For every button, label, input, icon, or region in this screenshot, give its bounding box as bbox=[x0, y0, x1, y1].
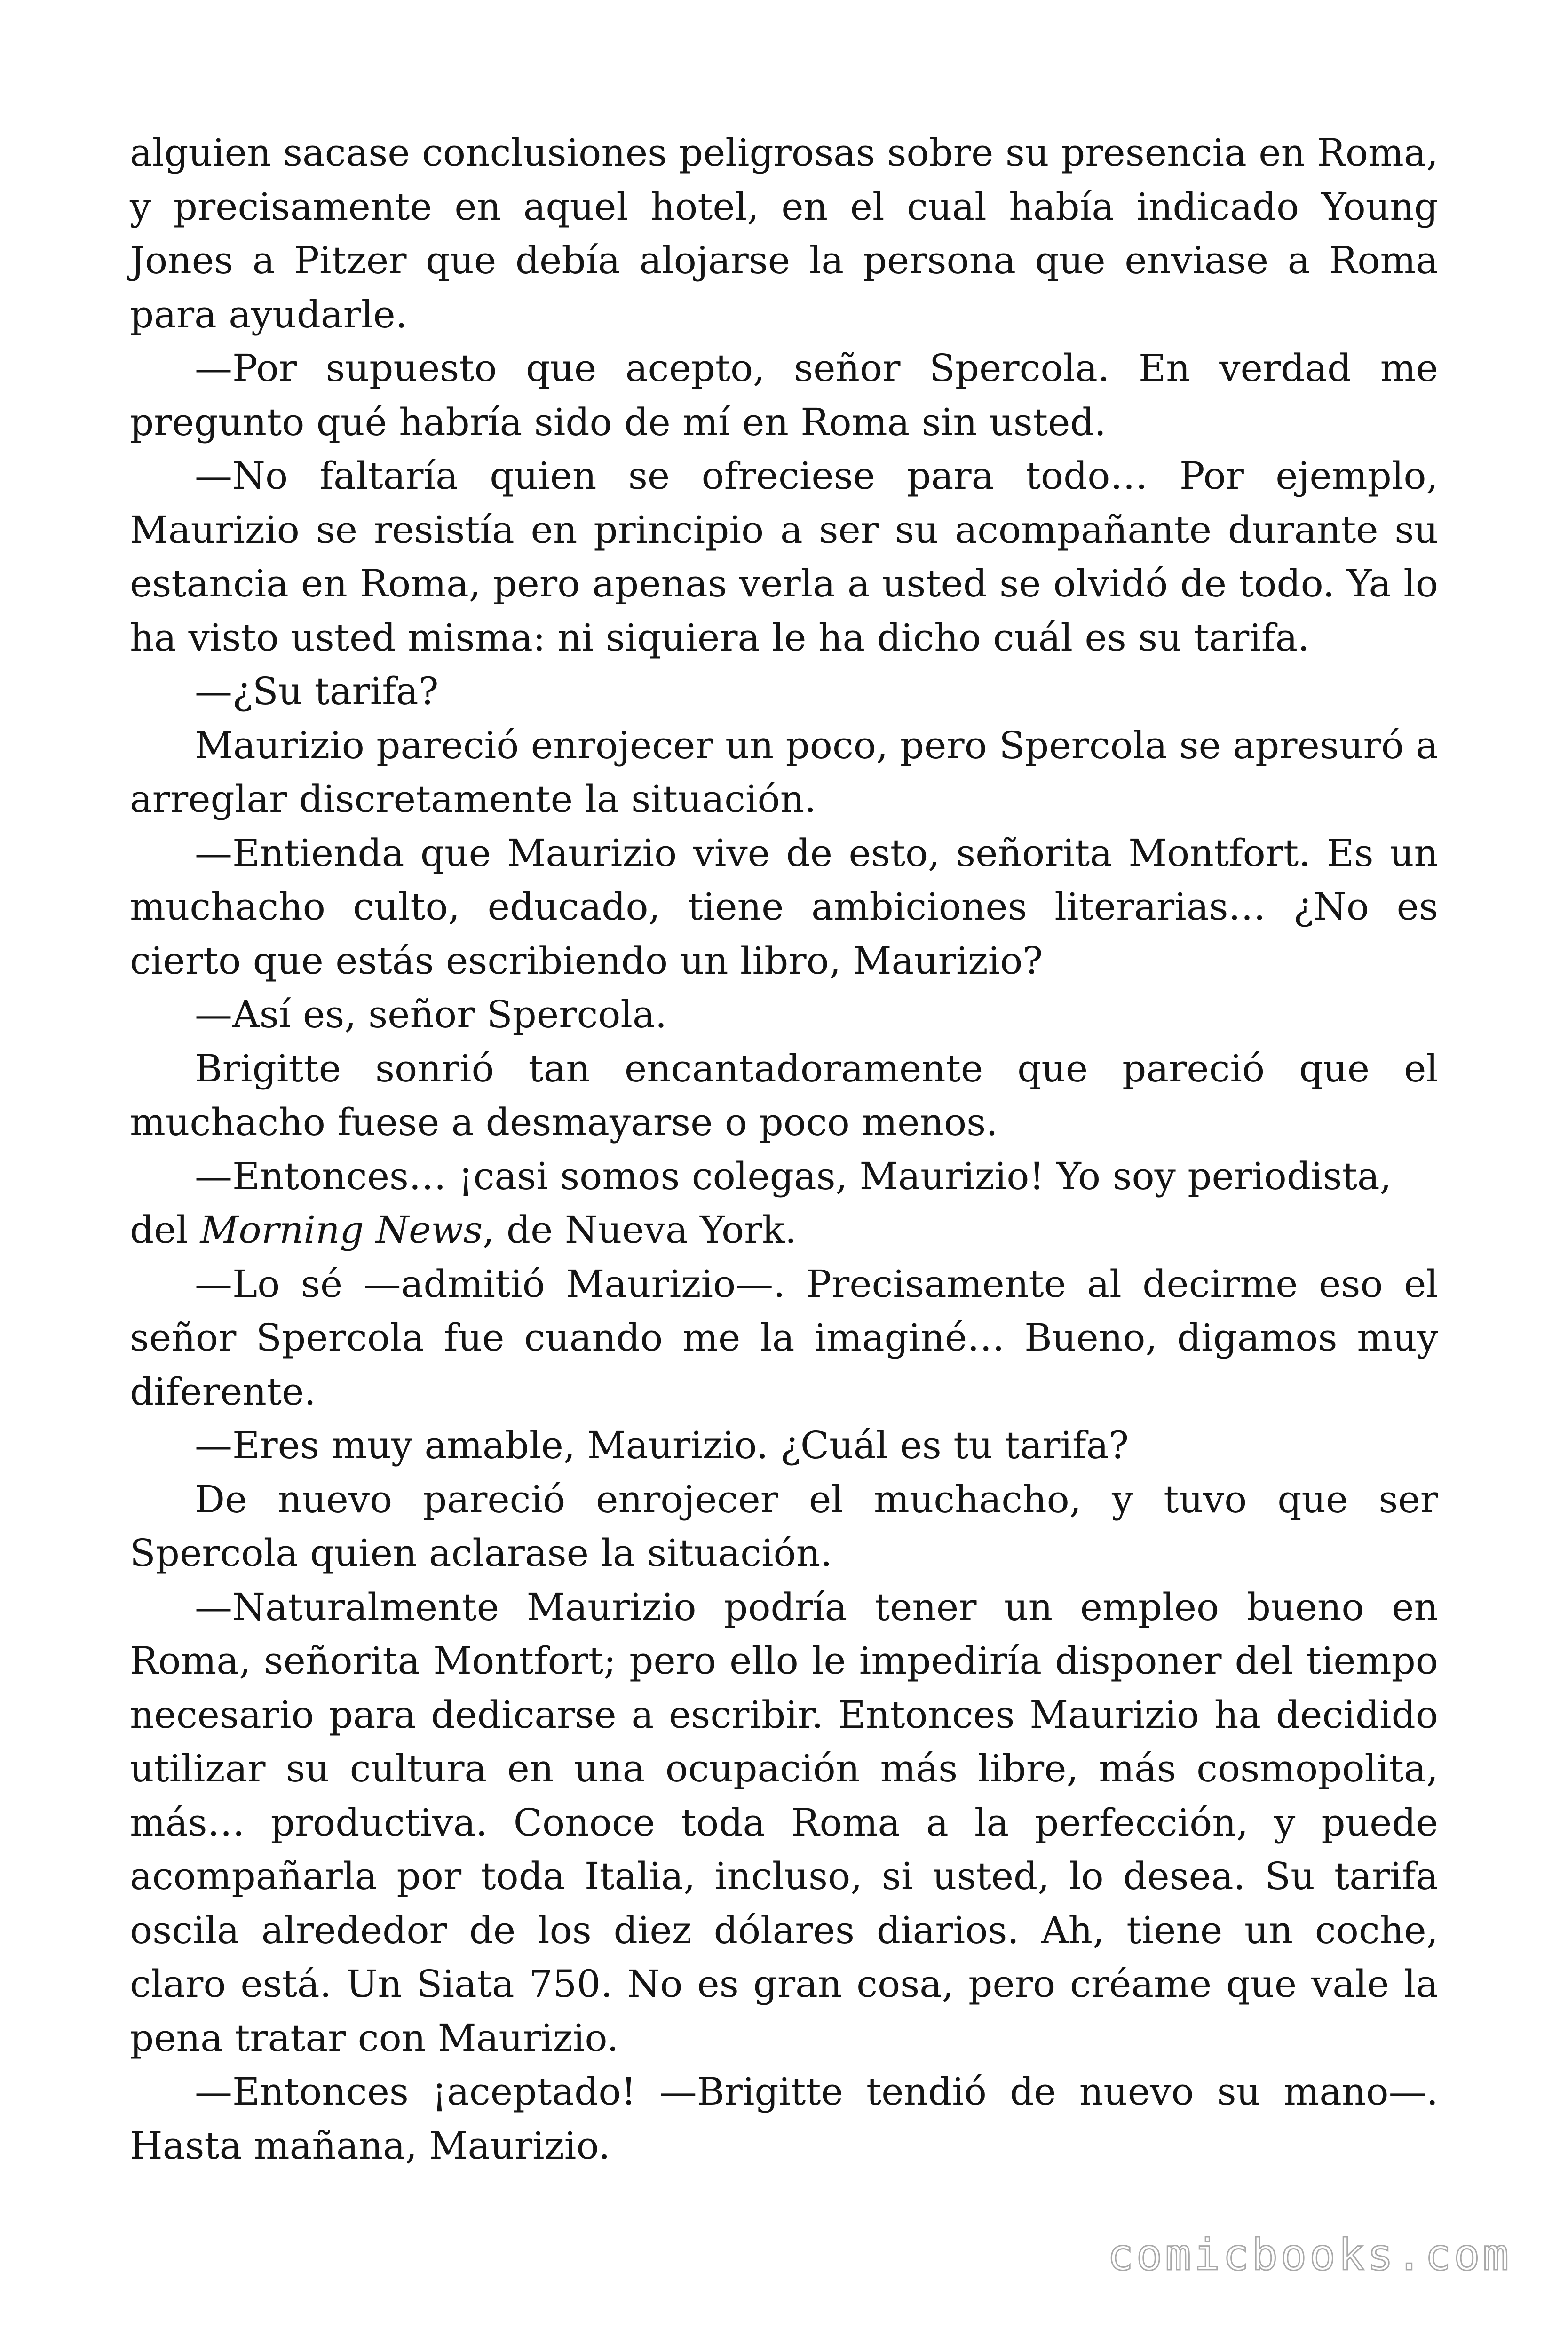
paragraph-dialogue-colegas bbox=[130, 1150, 1438, 1257]
paragraph-dialogue-asi-es: —Así es, señor Spercola. bbox=[195, 993, 667, 1036]
newspaper-title: Morning News bbox=[200, 1208, 483, 1252]
paragraph-brigitte-smile: Brigitte sonrió tan encantadoramente que pareció que el muchacho fuese a desmayarse o poco menos. bbox=[130, 1046, 1438, 1144]
paragraph-dialogue-aceptado: —Entonces ¡aceptado! —Brigitte tendió de nuevo su mano—. Hasta mañana, Maurizio. bbox=[130, 2070, 1438, 2168]
paragraph-colegas-tail: , de Nueva York. bbox=[483, 1208, 797, 1252]
paragraph-dialogue-maurizio-escort: —No faltaría quien se ofreciese para todo… Por ejemplo, Maurizio se resistía en principio a ser su acompañante durante su estancia en Roma, pero apenas verla a usted se olvidó de todo. Ya lo ha visto usted misma: ni siquiera le ha dicho cuál es su tarifa. bbox=[130, 454, 1438, 660]
paragraph-dialogue-accept: —Por supuesto que acepto, señor Spercola. En verdad me pregunto qué habría sido de mí en Roma sin usted. bbox=[130, 346, 1438, 444]
watermark-logo: comicbooks.com bbox=[1107, 2230, 1512, 2280]
book-page-text bbox=[130, 126, 1438, 2173]
paragraph-colegas-del: del bbox=[130, 1208, 200, 1252]
paragraph-spercola-clarifies: De nuevo pareció enrojecer el muchacho, y tuvo que ser Spercola quien aclarase la situación. bbox=[130, 1477, 1438, 1575]
paragraph-dialogue-lo-se: —Lo sé —admitió Maurizio—. Precisamente al decirme eso el señor Spercola fue cuando me la imaginé… Bueno, digamos muy diferente. bbox=[130, 1262, 1438, 1414]
paragraph-dialogue-literary: —Entienda que Maurizio vive de esto, señorita Montfort. Es un muchacho culto, educado, tiene ambiciones literarias… ¿No es cierto que estás escribiendo un libro, Maurizio? bbox=[130, 831, 1438, 983]
paragraph-dialogue-amable: —Eres muy amable, Maurizio. ¿Cuál es tu tarifa? bbox=[195, 1423, 1129, 1467]
paragraph-maurizio-blush: Maurizio pareció enrojecer un poco, pero Spercola se apresuró a arreglar discretamente la situación. bbox=[130, 723, 1438, 821]
paragraph-dialogue-naturalmente: —Naturalmente Maurizio podría tener un empleo bueno en Roma, señorita Montfort; pero ello le impediría disponer del tiempo necesario para dedicarse a escribir. Entonces Maurizio ha decidido utilizar su cultura en una ocupación más libre, más cosmopolita, más… productiva. Conoce toda Roma a la perfección, y puede acompañarla por toda Italia, incluso, si usted, lo desea. Su tarifa oscila alrededor de los diez dólares diarios. Ah, tiene un coche, claro está. Un Siata 750. No es gran cosa, pero créame que vale la pena tratar con Maurizio. bbox=[130, 1585, 1438, 2060]
paragraph-continuation: alguien sacase conclusiones peligrosas sobre su presencia en Roma, y precisamente en aquel hotel, en el cual había indicado Young Jones a Pitzer que debía alojarse la persona que enviase a Roma para ayudarle. bbox=[130, 131, 1438, 336]
paragraph-colegas-line1: —Entonces… ¡casi somos colegas, Maurizio! Yo soy periodista, bbox=[195, 1154, 1392, 1198]
paragraph-dialogue-su-tarifa: —¿Su tarifa? bbox=[195, 669, 439, 713]
